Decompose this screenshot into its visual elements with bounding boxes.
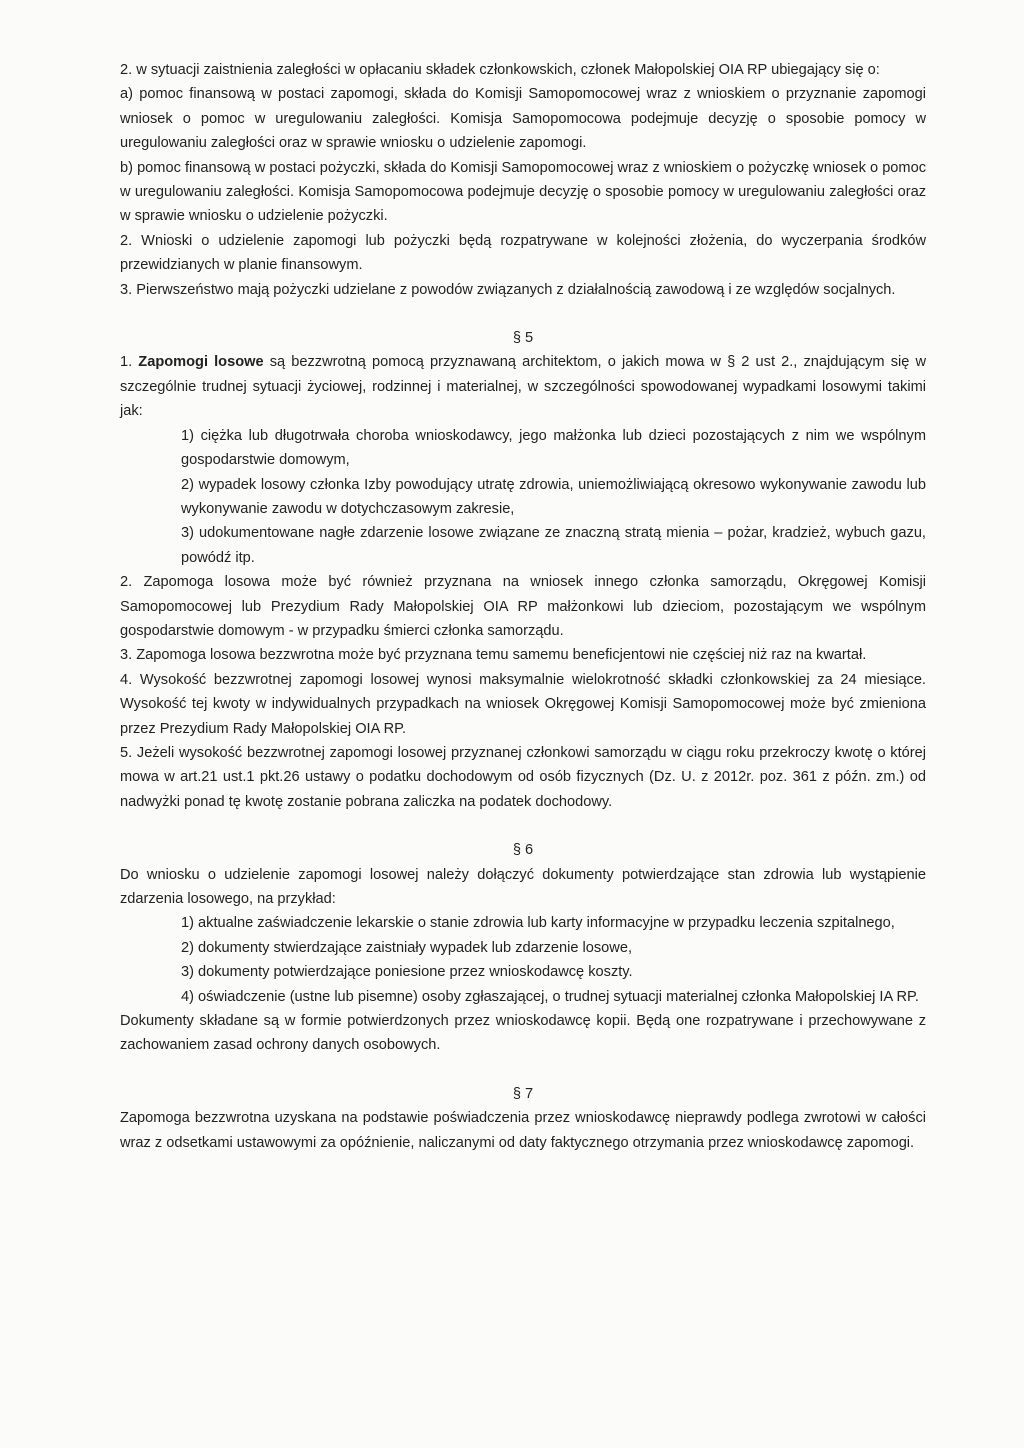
s6-item-2: 2) dokumenty stwierdzające zaistniały wypadek lub zdarzenie losowe, bbox=[181, 939, 633, 956]
document-page bbox=[120, 58, 926, 1155]
s6-item-1: 1) aktualne zaświadczenie lekarskie o stanie zdrowia lub karty informacyjne w przypadku leczenia szpitalnego, bbox=[181, 915, 895, 932]
section5-heading: § 5 bbox=[512, 330, 534, 347]
s5-point1 bbox=[120, 350, 926, 423]
s4-point2-order: 2. Wnioski o udzielenie zapomogi lub pożyczki będą rozpatrywane w kolejności złożenia, do wyczerpania środków przewidzianych w planie finansowym. bbox=[120, 232, 926, 274]
s6-outro: Dokumenty składane są w formie potwierdzonych przez wnioskodawcę kopii. Będą one rozpatrywane i przechowywane z zachowaniem zasad ochrony danych osobowych. bbox=[120, 1013, 926, 1054]
s5-point2: 2. Zapomoga losowa może być również przyznana na wniosek innego członka samorządu, Okręgowej Komisji Samopomocowej lub Prezydium Rady Małopolskiej OIA RP małżonkowi lub dzieciom, pozostającym we wspólnym gospodarstwie domowym - w przypadku śmierci członka samorządu. bbox=[120, 574, 926, 639]
s6-item-4: 4) oświadczenie (ustne lub pisemne) osoby zgłaszającej, o trudnej sytuacji materialnej członka Małopolskiej IA RP. bbox=[181, 988, 919, 1005]
s5-item-2: 2) wypadek losowy członka Izby powodujący utratę zdrowia, uniemożliwiającą okresowo wykonywanie zawodu lub wykonywanie zawodu w dotychczasowym zakresie, bbox=[181, 476, 926, 517]
s5-item-1: 1) ciężka lub długotrwała choroba wnioskodawcy, jego małżonka lub dzieci pozostających z nim we wspólnym gospodarstwie domowym, bbox=[181, 427, 926, 469]
s5-point4: 4. Wysokość bezzwrotnej zapomogi losowej wynosi maksymalnie wielokrotność składki członkowskiej za 24 miesiące. Wysokość tej kwoty w indywidualnych przypadkach na wniosek Okręgowej Komisji Samopomocowej może być zmieniona przez Prezydium Rady Małopolskiej OIA RP. bbox=[120, 671, 926, 737]
s5-point1-rest: są bezzwrotną pomocą przyznawaną architektom, o jakich mowa w § 2 ust 2., znajdującym się w szczególnie trudnej sytuacji życiowej, rodzinnej i materialnej, w szczególności spowodowanej wypadkami losowymi takimi jak: bbox=[120, 354, 927, 420]
s5-point5: 5. Jeżeli wysokość bezzwrotnej zapomogi losowej przyznanej członkowi samorządu w ciągu roku przekroczy kwotę o której mowa w art.21 ust.1 pkt.26 ustawy o podatku dochodowym od osób fizycznych (Dz. U. z 2012r. poz. 361 z późn. zm.) od nadwyżki ponad tę kwotę zostanie pobrana zaliczka na podatek dochodowy. bbox=[120, 744, 926, 810]
s4-point3: 3. Pierwszeństwo mają pożyczki udzielane z powodów związanych z działalnością zawodową i ze względów socjalnych. bbox=[120, 281, 896, 298]
s5-point3: 3. Zapomoga losowa bezzwrotna może być przyznana temu samemu beneficjentowi nie częściej niż raz na kwartał. bbox=[120, 647, 867, 664]
s7-text: Zapomoga bezzwrotna uzyskana na podstawie poświadczenia przez wnioskodawcę nieprawdy podlega zwrotowi w całości wraz z odsetkami ustawowymi za opóźnienie, naliczanymi od daty faktycznego otrzymania przez wnioskodawcę zapomogi. bbox=[120, 1110, 926, 1151]
s4-point2-intro: 2. w sytuacji zaistnienia zaległości w opłacaniu składek członkowskich, członek Małopolskiej OIA RP ubiegający się o: bbox=[120, 62, 880, 78]
s5-item-3: 3) udokumentowane nagłe zdarzenie losowe związane ze znaczną stratą mienia – pożar, kradzież, wybuch gazu, powódź itp. bbox=[181, 525, 926, 566]
s5-point1-prefix: 1. bbox=[120, 354, 139, 371]
s6-intro: Do wniosku o udzielenie zapomogi losowej należy dołączyć dokumenty potwierdzające stan zdrowia lub wystąpienie zdarzenia losowego, na przykład: bbox=[120, 866, 926, 907]
section6-heading: § 6 bbox=[512, 842, 534, 859]
section7-heading: § 7 bbox=[512, 1085, 534, 1102]
s6-item-3: 3) dokumenty potwierdzające poniesione przez wnioskodawcę koszty. bbox=[181, 964, 633, 981]
s4-point2-a: a) pomoc finansową w postaci zapomogi, składa do Komisji Samopomocowej wraz z wnioskiem o przyznanie zapomogi wniosek o pomoc w uregulowaniu zaległości. Komisja Samopomocowa podejmuje decyzję o sposobie pomocy w uregulowaniu zaległości oraz w sprawie wniosku o udzielenie zapomogi. bbox=[120, 86, 926, 152]
s4-point2-b: b) pomoc finansową w postaci pożyczki, składa do Komisji Samopomocowej wraz z wnioskiem o pożyczkę wniosek o pomoc w uregulowaniu zaległości. Komisja Samopomocowa podejmuje decyzję o sposobie pomocy w uregulowaniu zaległości oraz w sprawie wniosku o udzielenie pożyczki. bbox=[120, 159, 926, 225]
s5-point1-bold: Zapomogi losowe bbox=[138, 354, 264, 371]
